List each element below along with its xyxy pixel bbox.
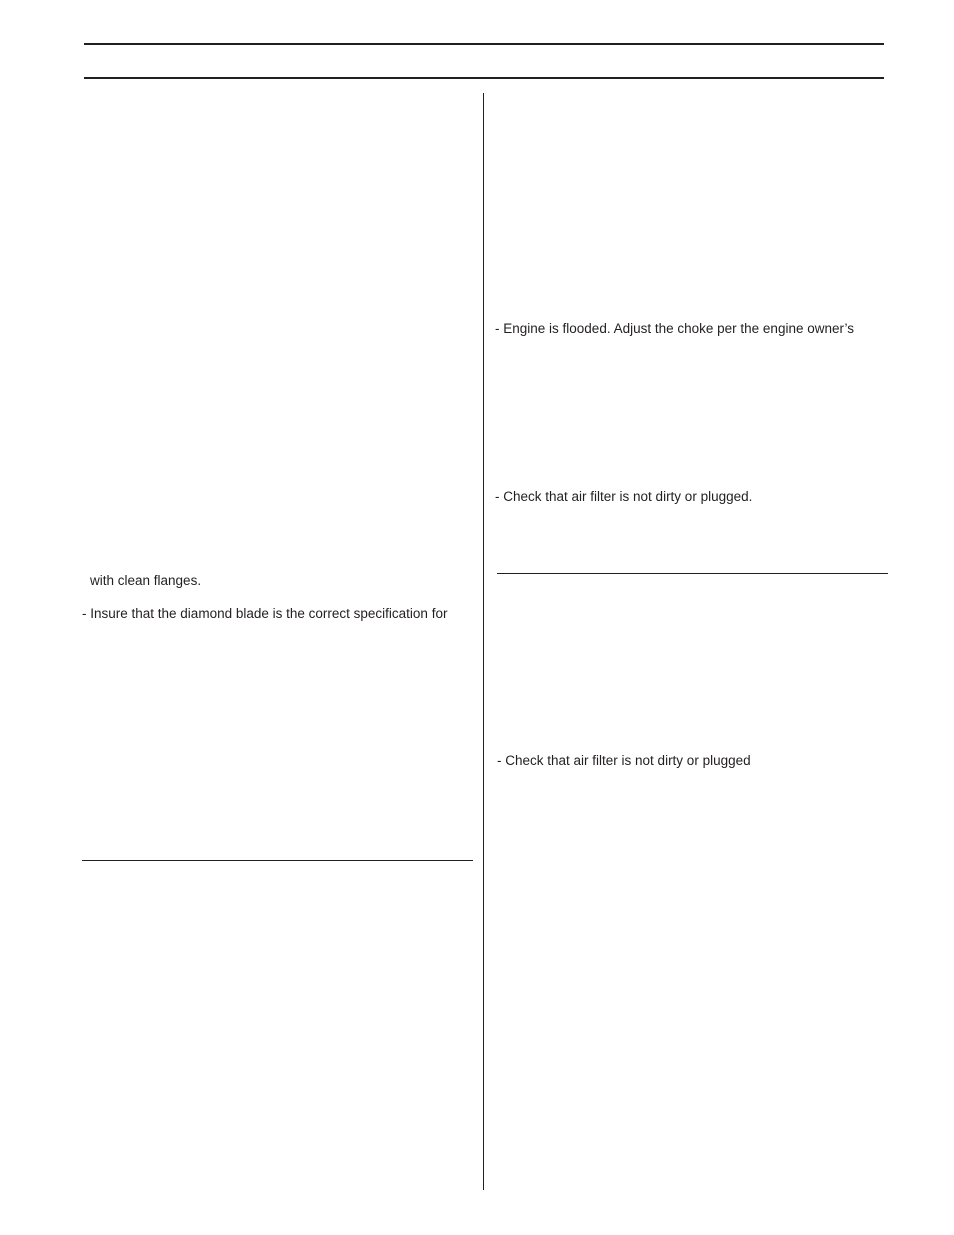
blade-specification-text: - Insure that the diamond blade is the correct specification for	[82, 606, 448, 621]
clean-flanges-text: with clean flanges.	[90, 573, 202, 588]
left-section-divider	[82, 860, 473, 861]
air-filter-check-text-secondary: - Check that air filter is not dirty or plugged	[497, 753, 751, 768]
column-divider	[483, 93, 484, 1190]
right-section-divider	[497, 573, 888, 574]
engine-flooded-text: - Engine is flooded. Adjust the choke per the engine owner’s	[495, 321, 854, 336]
header-top-rule	[84, 43, 884, 45]
air-filter-check-text: - Check that air filter is not dirty or plugged.	[495, 489, 753, 504]
header-bottom-rule	[84, 77, 884, 79]
